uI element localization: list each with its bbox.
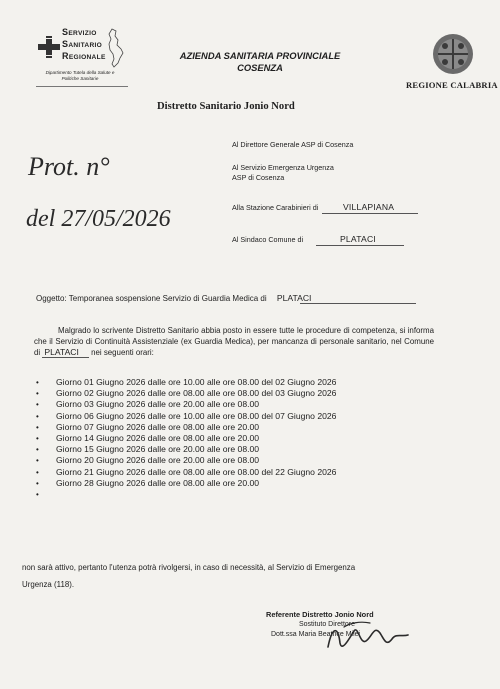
subject-value: PLATACI	[276, 293, 312, 303]
schedule-list	[36, 377, 416, 500]
subject-underline	[300, 303, 416, 304]
body-comune-value: PLATACI	[42, 347, 89, 358]
schedule-item: • Giorno 07 Giugno 2026 dalle ore 08.00 alle ore 20.00	[36, 421, 260, 432]
schedule-item: • Giorno 28 Giugno 2026 dalle ore 08.00 alle ore 20.00	[36, 477, 260, 488]
carabinieri-underline	[322, 213, 418, 214]
azienda-name: AZIENDA SANITARIA PROVINCIALE	[179, 50, 341, 61]
header-divider	[36, 86, 128, 87]
recipient-mayor-value: PLATACI	[340, 234, 376, 244]
schedule-item: • Giorno 01 Giugno 2026 dalle ore 10.00 alle ore 08.00 del 02 Giugno 2026	[36, 377, 337, 387]
recipient-carabinieri-label: Alla Stazione Carabinieri di	[232, 203, 319, 212]
schedule-item: • Giorno 03 Giugno 2026 dalle ore 20.00 alle ore 08.00	[36, 399, 260, 410]
subject-line	[36, 293, 311, 303]
signature-name: Dott.ssa Maria Beatrice Milei	[271, 631, 361, 638]
schedule-item: • Giorno 02 Giugno 2026 dalle ore 08.00 alle ore 08.00 del 03 Giugno 2026	[36, 388, 337, 399]
closing-text: non sarà attivo, pertanto l'utenza potrà rivolgersi, in caso di necessità, al Servizio di Emergenza Urgenza (118).	[22, 563, 356, 589]
ssr-subtitle: Dipartimento Tutela della Salute e Politiche Sanitarie	[45, 70, 115, 81]
schedule-item: • Giorno 06 Giugno 2026 dalle ore 10.00 alle ore 08.00 del 07 Giugno 2026	[36, 410, 337, 421]
signature-title: Sostituto Direttore	[299, 621, 356, 628]
recipient-mayor-label: Al Sindaco Comune di	[232, 235, 304, 244]
schedule-item: • Giorno 21 Giugno 2026 dalle ore 08.00 alle ore 08.00 del 22 Giugno 2026	[36, 466, 337, 477]
mayor-underline	[316, 245, 404, 246]
schedule-item-empty: •	[36, 489, 39, 499]
azienda-city: COSENZA	[237, 62, 283, 73]
ssr-cross-logo	[38, 36, 60, 58]
schedule-item: • Giorno 14 Giugno 2026 dalle ore 08.00 alle ore 20.00	[36, 432, 260, 443]
schedule-item: • Giorno 15 Giugno 2026 dalle ore 20.00 alle ore 08.00	[36, 444, 260, 455]
schedule-item: • Giorno 20 Giugno 2026 dalle ore 20.00 alle ore 08.00	[36, 455, 260, 466]
handwritten-signature-icon	[320, 617, 420, 657]
regione-name: REGIONE CALABRIA	[406, 80, 498, 90]
handwritten-protocol: Prot. n°	[28, 152, 110, 181]
recipient-carabinieri-value: VILLAPIANA	[343, 202, 395, 212]
recipient-emergency: Al Servizio Emergenza Urgenza ASP di Cosenza	[232, 163, 334, 182]
header-title	[160, 50, 360, 74]
signature-role: Referente Distretto Jonio Nord	[266, 610, 374, 619]
recipient-director: Al Direttore Generale ASP di Cosenza	[232, 140, 354, 149]
district-title: Distretto Sanitario Jonio Nord	[157, 101, 295, 112]
ssr-logo-text: SERVIZIO SANITARIO REGIONALE	[62, 27, 106, 61]
subject-label: Oggetto: Temporanea sospensione Servizio di Guardia Medica di	[36, 294, 267, 303]
body-paragraph: Malgrado lo scrivente Distretto Sanitario abbia posto in essere tutte le procedure di competenza, si informa che il Servizio di Continuità Assistenziale (ex Guardia Medica), per mancanza di personale sanitario, nel Comune di PLATACI nei seguenti orari:	[34, 326, 434, 357]
regione-seal-icon	[432, 33, 474, 75]
handwritten-date: del 27/05/2026	[26, 206, 171, 232]
calabria-map-icon	[106, 28, 126, 68]
